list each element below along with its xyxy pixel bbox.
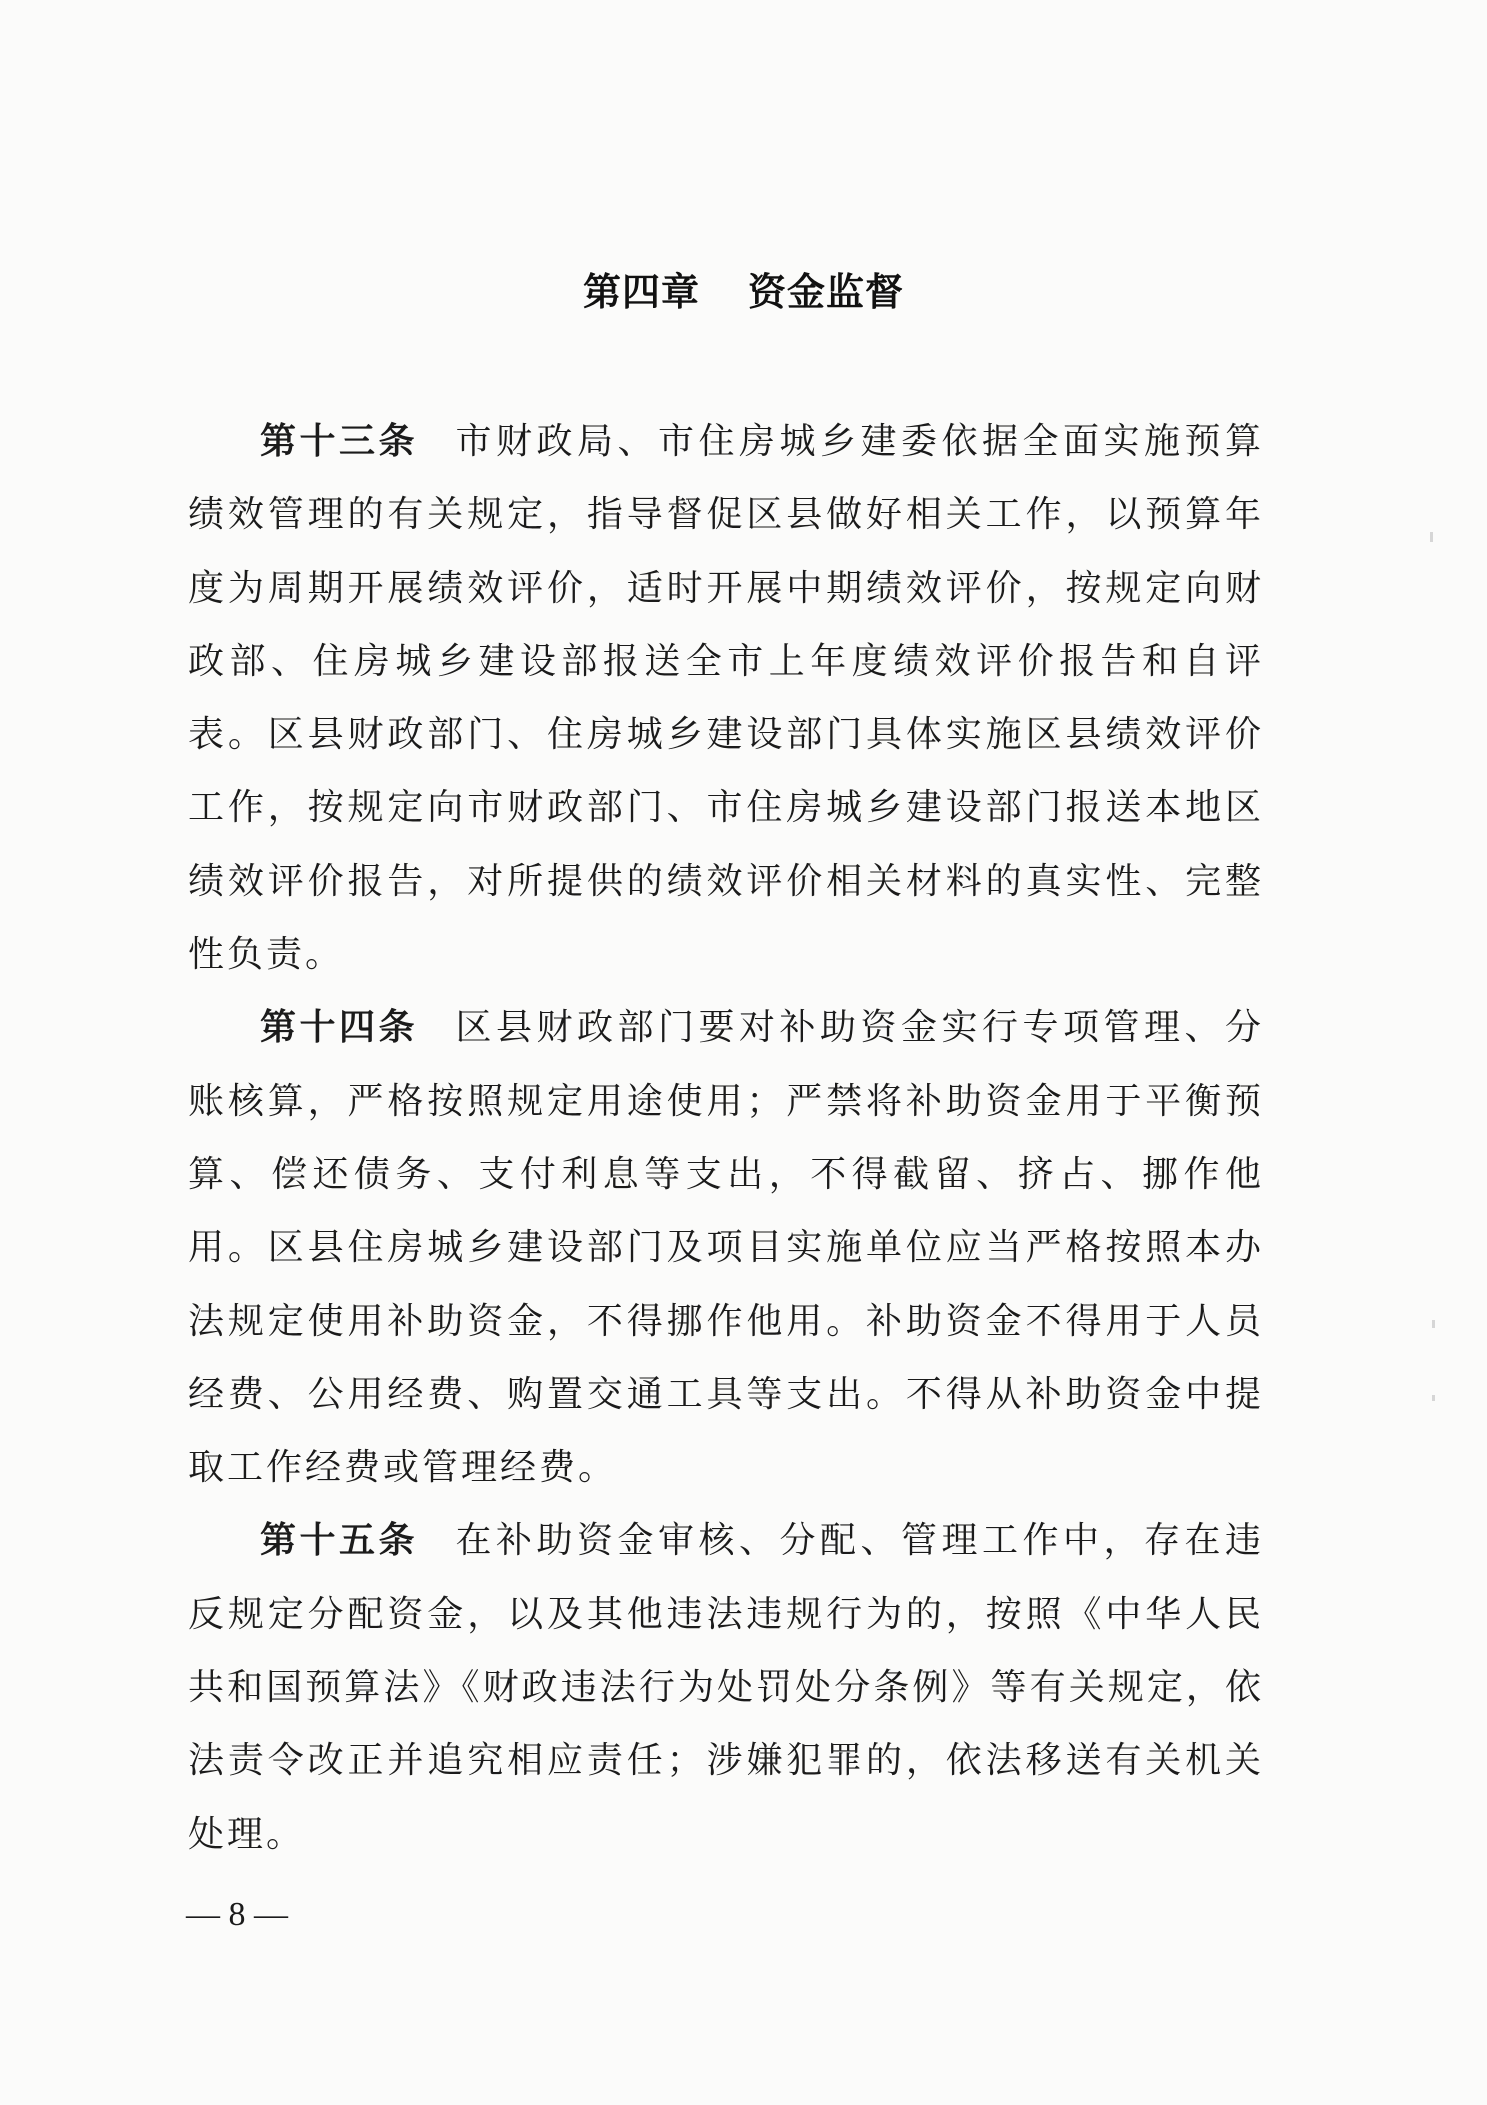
article-15 (188, 1504, 1264, 1870)
document-body (188, 405, 1264, 1871)
article-14 (188, 991, 1264, 1504)
article-text: 在补助资金审核、分配、管理工作中，存在违反规定分配资金，以及其他违法违规行为的，按照《中华人民共和国预算法》《财政违法行为处罚处分条例》等有关规定，依法责令改正并追究相应责任；涉嫌犯罪的，依法移送有关机关处理。 (188, 1520, 1264, 1855)
scan-mark (1432, 1320, 1435, 1328)
article-13 (188, 405, 1264, 991)
scan-mark (1432, 1395, 1435, 1401)
page-number: — 8 — (186, 1896, 288, 1933)
chapter-number: 第四章 (582, 270, 700, 314)
chapter-heading (0, 262, 1487, 322)
article-text: 市财政局、市住房城乡建委依据全面实施预算绩效管理的有关规定，指导督促区县做好相关工作，以预算年度为周期开展绩效评价，适时开展中期绩效评价，按规定向财政部、住房城乡建设部报送全市上年度绩效评价报告和自评表。区县财政部门、住房城乡建设部门具体实施区县绩效评价工作，按规定向市财政部门、市住房城乡建设部门报送本地区绩效评价报告，对所提供的绩效评价相关材料的真实性、完整性负责。 (188, 421, 1264, 976)
article-number: 第十三条 (260, 421, 418, 462)
article-text: 区县财政部门要对补助资金实行专项管理、分账核算，严格按照规定用途使用；严禁将补助资金用于平衡预算、偿还债务、支付利息等支出，不得截留、挤占、挪作他用。区县住房城乡建设部门及项目实施单位应当严格按照本办法规定使用补助资金，不得挪作他用。补助资金不得用于人员经费、公用经费、购置交通工具等支出。不得从补助资金中提取工作经费或管理经费。 (188, 1007, 1264, 1489)
chapter-title: 资金监督 (748, 270, 905, 314)
scan-mark (1430, 532, 1433, 542)
article-number: 第十五条 (260, 1520, 418, 1562)
article-number: 第十四条 (260, 1007, 418, 1049)
